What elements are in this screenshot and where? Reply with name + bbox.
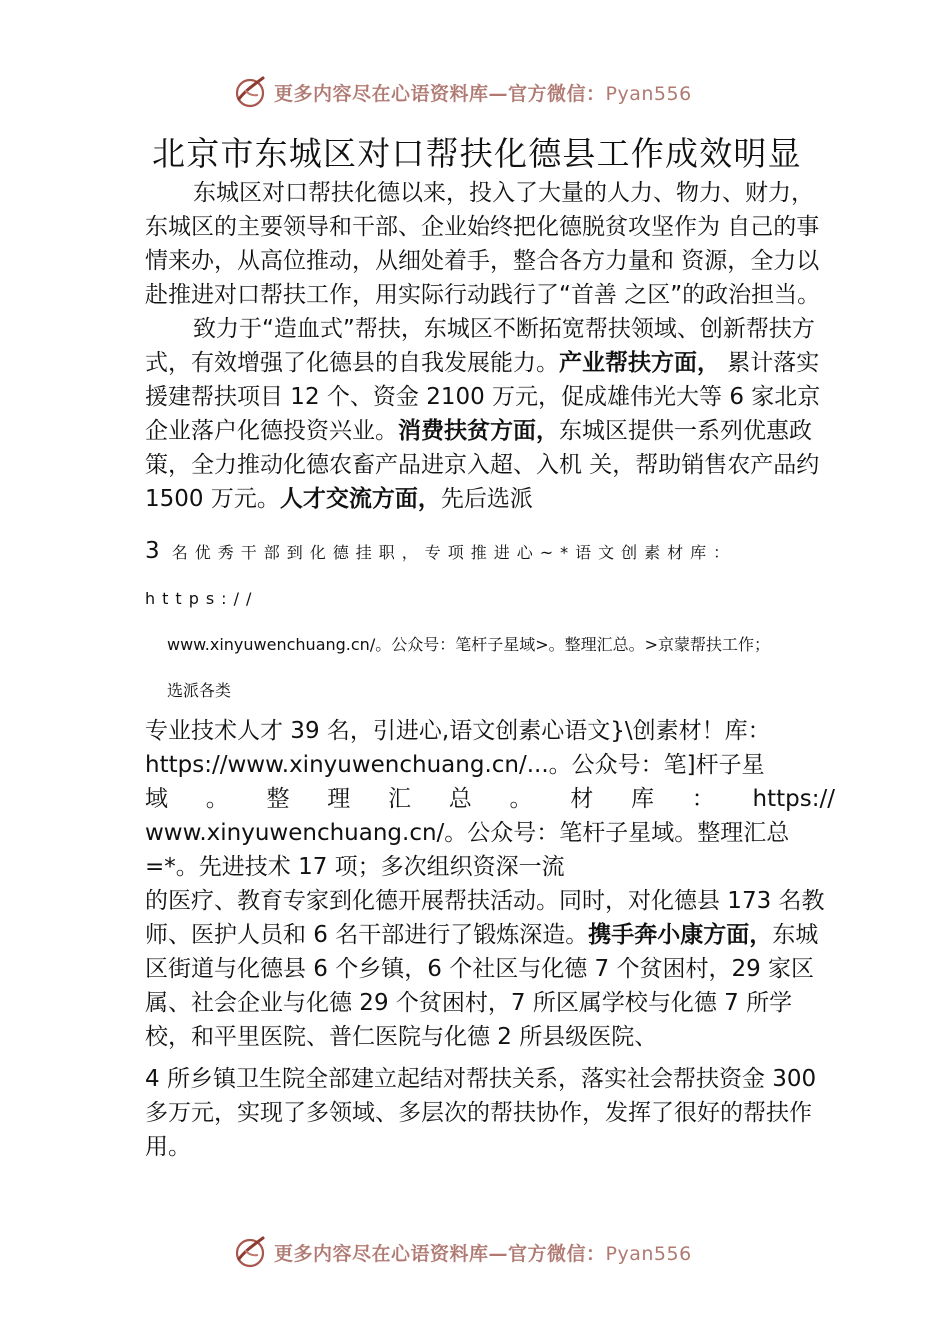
small-line-3: 选派各类 [167,681,232,700]
paragraph-5: 4 所乡镇卫生院全部建立起结对帮扶关系，落实社会帮扶资金 300 多万元，实现了多领域、多层次的帮扶协作，发挥了很好的帮扶作用。 [145,1066,817,1160]
small-line-1: 3 名优秀干部到化德挂职，专项推进心~*语文创素材库：https:// [145,538,737,608]
paragraph-3-justified-line: 域 。 整 理 汇 总 。 材 库 ： https:// [145,786,835,812]
brush-logo-icon [232,1234,268,1270]
bold-heading-consumption: 消费扶贫方面， [398,418,559,444]
paragraph-1: 东城区对口帮扶化德以来，投入了大量的人力、物力、财力，东城区的主要领导和干部、企业始终把化德脱贫攻坚作为 自己的事情来办，从高位推动，从细处着手，整合各方力量和 资源，全力以赴推进对口帮扶工作，用实际行动践行了“首善 之区”的政治担当。 [145,180,821,308]
paragraph-3a: 专业技术人才 39 名，引进心,语文创素心语文}\创素材！库：https://www.xinyuwenchuang.cn/...。公众号：笔]杆子星 [145,718,771,778]
banner-text: 更多内容尽在心语资料库—官方微信：Pyan556 [274,1242,692,1265]
banner-text: 更多内容尽在心语资料库—官方微信：Pyan556 [274,82,692,105]
header-watermark-banner [0,70,950,114]
small-text-block [145,528,835,714]
brush-logo-icon [232,74,268,110]
bold-heading-talent: 人才交流方面， [279,486,441,512]
paragraph-2: 致力于“造血式”帮扶，东城区不断拓宽帮扶领域、创新帮扶方式，有效增强了化德县的自我发展能力。产业帮扶方面， 累计落实援建帮扶项目 12 个、资金 2100 万元，促成雄伟光大等 6 家北京企业落户化德投资兴业。消费扶贫方面，东城区提供一系列优惠政策，全力推动化德农畜产品进京入超、入机 关，帮助销售农产品约 1500 万元。人才交流方面，先后选派 [145,316,821,512]
bold-heading-xiaokang: 携手奔小康方面， [588,922,773,948]
paragraph-3b: www.xinyuwenchuang.cn/。公众号：笔杆子星域。整理汇总=*。先进技术 17 项；多次组织资深一流 [145,820,790,880]
document-title: 北京市东城区对口帮扶化德县工作成效明显 [152,134,802,173]
document-body [145,176,835,1164]
footer-watermark-banner [0,1230,950,1274]
small-line-2: www.xinyuwenchuang.cn/。公众号：笔杆子星域>。整理汇总。>京蒙帮扶工作； [167,635,771,654]
paragraph-4: 的医疗、教育专家到化德开展帮扶活动。同时，对化德县 173 名教师、医护人员和 6 名干部进行了锻炼深造。携手奔小康方面，东城区街道与化德县 6 个乡镇，6 个社区与化德 7 个贫困村，29 家区属、社会企业与化德 29 个贫困村，7 所区属学校与化德 7 所学校，和平里医院、普仁医院与化德 2 所县级医院、 [145,888,825,1050]
bold-heading-industry: 产业帮扶方面， [559,350,720,376]
